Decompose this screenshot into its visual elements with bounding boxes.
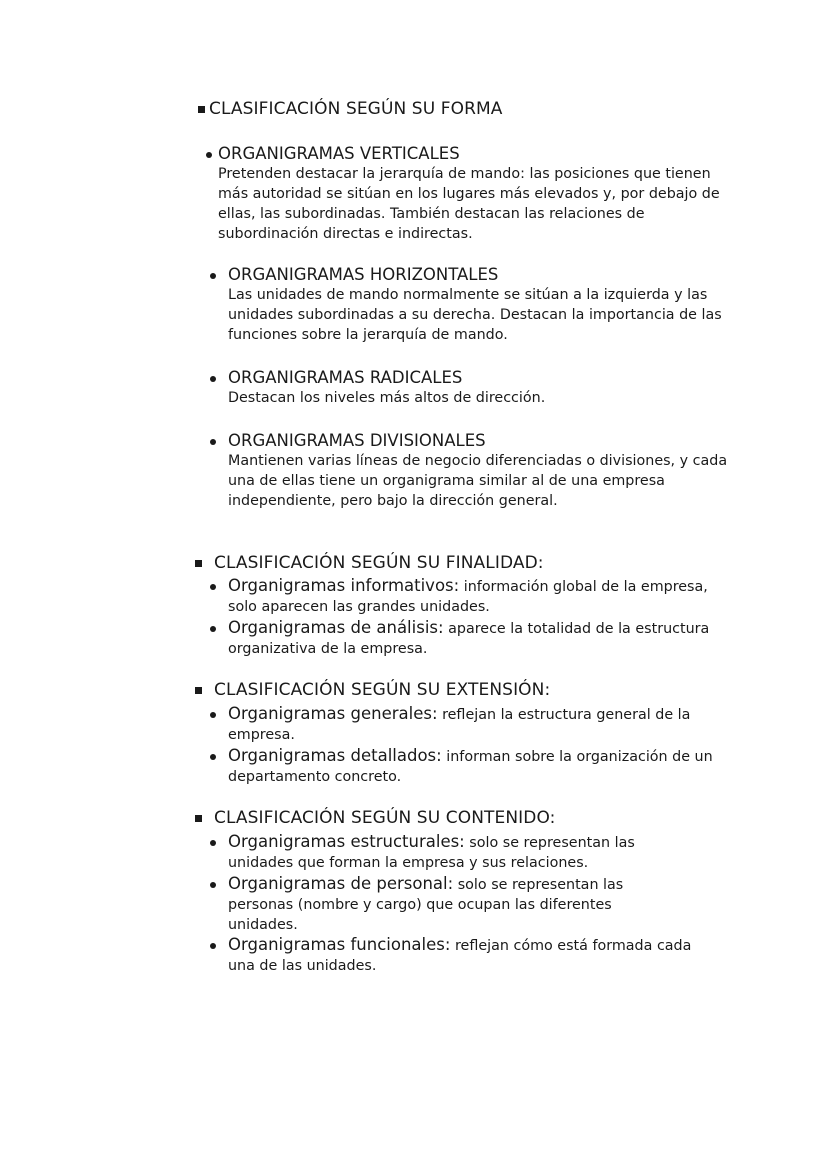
- square-bullet-icon: [195, 815, 202, 822]
- item-description: información global de la empresa, solo aparecen las grandes unidades.: [228, 579, 708, 615]
- item-description: Pretenden destacar la jerarquía de mando: las posiciones que tienen más autoridad se sitúan en los lugares más elevados y, por debajo de ellas, las subordinadas. También destacan las relaciones de subordinación directas e indirectas.: [218, 166, 720, 242]
- list-item: [228, 746, 723, 787]
- item-description: reflejan cómo está formada cada una de las unidades.: [228, 938, 692, 974]
- item-description: solo se representan las personas (nombre y cargo) que ocupan las diferentes unidades.: [228, 877, 624, 933]
- bullet-icon: [210, 273, 216, 279]
- square-bullet-icon: [195, 687, 202, 694]
- item-description: solo se representan las unidades que forman la empresa y sus relaciones.: [228, 835, 635, 871]
- bullet-icon: [210, 439, 216, 445]
- item-term: Organigramas detallados:: [228, 746, 442, 765]
- item-title: ORGANIGRAMAS HORIZONTALES: [228, 265, 499, 284]
- item-title: ORGANIGRAMAS VERTICALES: [218, 144, 460, 163]
- list-item: [228, 832, 688, 873]
- item-term: Organigramas de personal:: [228, 874, 454, 893]
- square-bullet-icon: [195, 560, 202, 567]
- item-description: Mantienen varias líneas de negocio diferenciadas o divisiones, y cada una de ellas tiene un organigrama similar al de una empresa independiente, pero bajo la dirección general.: [228, 453, 728, 509]
- section-heading-forma: [198, 99, 503, 119]
- item-term: Organigramas informativos:: [228, 576, 460, 595]
- square-bullet-icon: [198, 106, 205, 113]
- list-item: [228, 431, 728, 511]
- list-item: [228, 368, 738, 408]
- bullet-icon: [210, 626, 216, 632]
- item-description: aparece la totalidad de la estructura organizativa de la empresa.: [228, 621, 710, 657]
- section-heading-text: CLASIFICACIÓN SEGÚN SU FORMA: [209, 99, 503, 119]
- section-heading-text: CLASIFICACIÓN SEGÚN SU CONTENIDO:: [214, 808, 556, 828]
- section-heading-text: CLASIFICACIÓN SEGÚN SU FINALIDAD:: [214, 553, 544, 573]
- item-title: ORGANIGRAMAS RADICALES: [228, 368, 463, 387]
- item-title: ORGANIGRAMAS DIVISIONALES: [228, 431, 486, 450]
- item-term: Organigramas funcionales:: [228, 935, 451, 954]
- list-item: [228, 874, 668, 935]
- bullet-icon: [210, 584, 216, 590]
- bullet-icon: [210, 943, 216, 949]
- section-heading-extension: [195, 680, 550, 700]
- list-item: [228, 265, 738, 345]
- list-item: [228, 618, 718, 659]
- item-description: Destacan los niveles más altos de dirección.: [228, 390, 546, 406]
- bullet-icon: [210, 840, 216, 846]
- item-description: informan sobre la organización de un departamento concreto.: [228, 749, 713, 785]
- item-term: Organigramas de análisis:: [228, 618, 444, 637]
- list-item: [228, 935, 708, 976]
- list-item: [228, 576, 718, 617]
- list-item: [218, 144, 738, 244]
- section-heading-text: CLASIFICACIÓN SEGÚN SU EXTENSIÓN:: [214, 680, 551, 700]
- item-description: reflejan la estructura general de la empresa.: [228, 707, 691, 743]
- bullet-icon: [210, 712, 216, 718]
- list-item: [228, 704, 723, 745]
- bullet-icon: [210, 754, 216, 760]
- bullet-icon: [210, 882, 216, 888]
- bullet-icon: [210, 376, 216, 382]
- section-heading-finalidad: [195, 553, 544, 573]
- item-term: Organigramas generales:: [228, 704, 438, 723]
- bullet-icon: [206, 152, 212, 158]
- section-heading-contenido: [195, 808, 555, 828]
- item-term: Organigramas estructurales:: [228, 832, 465, 851]
- item-description: Las unidades de mando normalmente se sitúan a la izquierda y las unidades subordinadas a su derecha. Destacan la importancia de las funciones sobre la jerarquía de mando.: [228, 287, 722, 343]
